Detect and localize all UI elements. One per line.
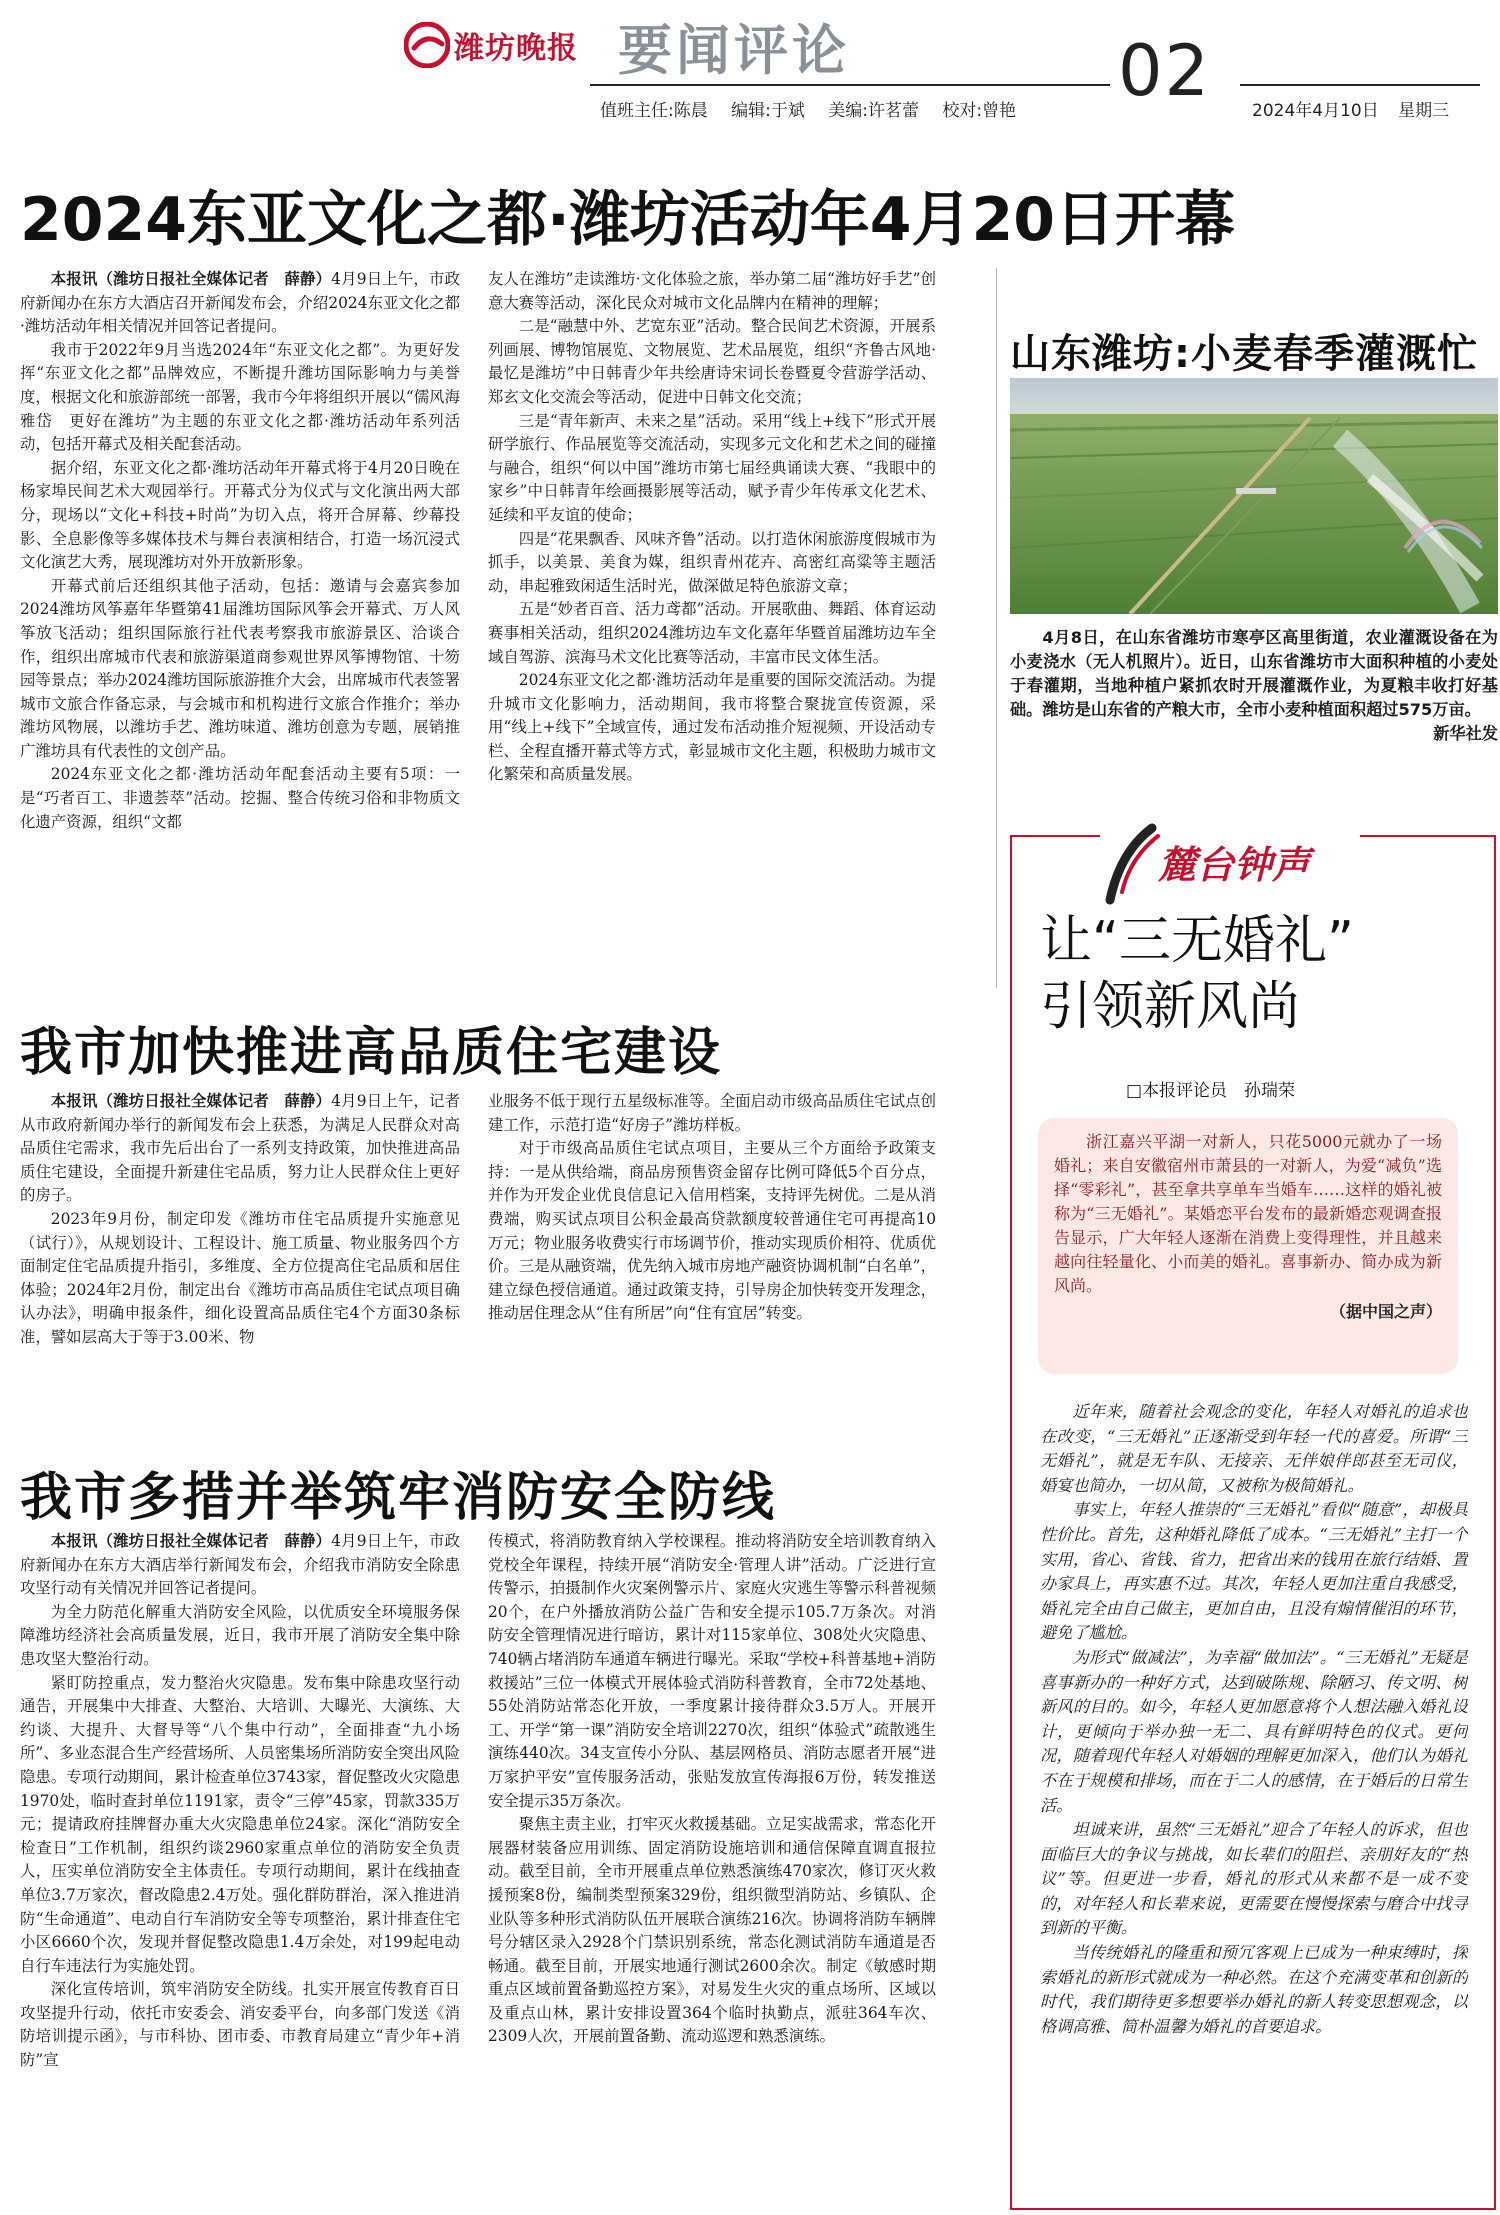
article1-column1 xyxy=(20,268,460,980)
section-title: 要闻评论 xyxy=(618,19,850,82)
commentary-quote-box xyxy=(1038,1118,1458,1374)
article2-headline: 我市加快推进高品质住宅建设 xyxy=(20,1023,723,1083)
article3-column1 xyxy=(20,1530,460,2210)
credit-duty-chief: 值班主任:陈晨 xyxy=(600,101,708,121)
credit-editor: 编辑:于斌 xyxy=(731,101,805,121)
article3-column2 xyxy=(488,1530,936,2210)
article1-lead: 本报讯（潍坊日报社全媒体记者 薛静）4月9日上午，市政府新闻办在东方大酒店召开新闻发布会，介绍2024东亚文化之都·潍坊活动年相关情况并回答记者提问。 xyxy=(20,270,460,336)
article1-paragraph: 2024东亚文化之都·潍坊活动年配套活动主要有5项：一是“巧者百工、非遗荟萃”活动。挖掘、整合传统习俗和非物质文化遗产资源，组织“文都 xyxy=(20,765,460,831)
photo-caption xyxy=(1010,626,1498,746)
article2-lead: 本报讯（潍坊日报社全媒体记者 薛静）4月9日上午，记者从市政府新闻办举行的新闻发布会上获悉，为满足人民群众对高品质住宅需求，我市先后出台了一系列支持政策，加快推进高品质住宅建设，全面提升新建住宅品质，努力让人民群众住上更好的房子。 xyxy=(20,1092,460,1205)
masthead xyxy=(0,0,1500,170)
article2-paragraph: 对于市级高品质住宅试点项目，主要从三个方面给予政策支持：一是从供给端，商品房预售资金留存比例可降低5个百分点，并作为开发企业优良信息记入信用档案，支持评先树优。二是从消费端，购买试点项目公积金最高贷款额度较普通住宅可再提高10万元；物业服务收费实行市场调节价，推动实现质价相符、优质优价。三是从融资端，优先纳入城市房地产融资协调机制“白名单”，建立绿色授信通道。通过政策支持，引导房企加快转变开发理念，推动居住理念从“住有所居”向“住有宜居”转变。 xyxy=(488,1139,936,1323)
article1-column2 xyxy=(488,268,936,980)
article1-paragraph: 我市于2022年9月当选2024年“东亚文化之都”。为更好发挥“东亚文化之都”品牌效应，不断提升潍坊国际影响力与美誉度，根据文化和旅游部统一部署，我市今年将组织开展以“儒风海雅岱 更好在潍坊”为主题的东亚文化之都·潍坊活动年系列活动，包括开幕式及相关配套活动。 xyxy=(20,340,460,454)
wheat-irrigation-photo xyxy=(1010,378,1498,614)
masthead-rule xyxy=(590,84,1110,86)
commentary-title-line1: 让“三无婚礼” xyxy=(1040,911,1354,971)
commentary-quote: 浙江嘉兴平湖一对新人，只花5000元就办了一场婚礼；来自安徽宿州市萧县的一对新人，为爱“减负”选择“零彩礼”，甚至拿共享单车当婚车……这样的婚礼被称为“三无婚礼”。某婚恋平台发布的最新婚恋观调查报告显示，广大年轻人逐渐在消费上变得理性，并且越来越向往轻量化、小而美的婚礼。喜事新办、简办成为新风尚。 xyxy=(1054,1132,1442,1295)
article1-paragraph: 五是“妙者百音、活力鸢都”活动。开展歌曲、舞蹈、体育运动赛事相关活动，组织2024潍坊边车文化嘉年华暨首届潍坊边车全域自驾游、滨海马术文化比赛等活动，丰富市民文体生活。 xyxy=(488,600,936,666)
commentary-paragraph: 为形式“做减法”，为幸福“做加法”。“三无婚礼”无疑是喜事新办的一种好方式，达到破陈规、除陋习、传文明、树新风的目的。如今，年轻人更加愿意将个人想法融入婚礼设计，更倾向于举办独一无二、具有鲜明特色的仪式。更何况，随着现代年轻人对婚姻的理解更加深入，他们认为婚礼不在于规模和排场，而在于二人的感情，在于婚后的日常生活。 xyxy=(1040,1647,1468,1815)
article1-headline: 2024东亚文化之都·潍坊活动年4月20日开幕 xyxy=(20,185,1236,255)
commentary-paragraph: 近年来，随着社会观念的变化，年轻人对婚礼的追求也在改变，“三无婚礼”正逐渐受到年轻一代的喜爱。所谓“三无婚礼”，就是无车队、无接亲、无伴娘伴郎甚至无司仪，婚宴也简办，一切从简，又被称为极简婚礼。 xyxy=(1040,1402,1468,1495)
issue-weekday: 星期三 xyxy=(1398,101,1450,121)
article2-column1 xyxy=(20,1090,460,1435)
article1-paragraph: 二是“融慧中外、艺宽东亚”活动。整合民间艺术资源，开展系列画展、博物馆展览、文物展览、艺术品展览，组织“齐鲁古风地·最忆是潍坊”中日韩青少年共绘唐诗宋词长卷暨夏令营游学活动、郑玄文化交流会等活动，促进中日韩文化交流； xyxy=(488,317,936,406)
article2-column2 xyxy=(488,1090,936,1435)
article1-paragraph: 据介绍，东亚文化之都·潍坊活动年开幕式将于4月20日晚在杨家埠民间艺术大观园举行。开幕式分为仪式与文化演出两大部分，现场以“文化+科技+时尚”为切入点，将开合屏幕、纱幕投影、全息影像等多媒体技术与舞台表演相结合，打造一场沉浸式文化演艺大秀，展现潍坊对外开放新形象。 xyxy=(20,458,460,572)
article1-byline: 本报讯（潍坊日报社全媒体记者 薛静） xyxy=(50,270,332,288)
commentary-title-line2: 引领新风尚 xyxy=(1040,977,1301,1037)
commentary-paragraph: 事实上，年轻人推崇的“三无婚礼”看似“随意”，却极具性价比。首先，这种婚礼降低了成本。“三无婚礼”主打一个实用，省心、省钱、省力，把省出来的钱用在旅行结婚、置办家具上，再实惠不过。其次，年轻人更加注重自我感受，婚礼完全由自己做主，更加自由，且没有煽情催泪的环节，避免了尴尬。 xyxy=(1040,1500,1468,1643)
newspaper-logo xyxy=(404,22,578,68)
credit-art-editor: 美编:许茗蕾 xyxy=(828,101,920,121)
photo-caption-text: 4月8日，在山东省潍坊市寒亭区高里街道，农业灌溉设备在为小麦浇水（无人机照片）。近日，山东省潍坊市大面积种植的小麦处于春灌期，当地种植户紧抓农时开展灌溉作业，为夏粮丰收打好基础。潍坊是山东省的产粮大市，全市小麦种植面积超过575万亩。 xyxy=(1010,628,1498,719)
credit-proofreader: 校对:曾艳 xyxy=(942,101,1017,121)
commentary-title xyxy=(1040,908,1354,1040)
column-name: 麓台钟声 xyxy=(1158,843,1311,887)
article3-lead: 本报讯（潍坊日报社全媒体记者 薛静）4月9日上午，市政府新闻办在东方大酒店举行新闻发布会，介绍我市消防安全除患攻坚行动有关情况并回答记者提问。 xyxy=(20,1532,460,1598)
commentary-paragraph: 坦诚来讲，虽然“三无婚礼”迎合了年轻人的诉求，但也面临巨大的争议与挑战，如长辈们的阻拦、亲朋好友的“热议”等。但更进一步看，婚礼的形式从来都不是一成不变的，对年轻人和长辈来说，更需要在慢慢探索与磨合中找寻到新的平衡。 xyxy=(1040,1820,1468,1938)
commentary-body xyxy=(1040,1400,1468,2200)
article1-paragraph: 2024东亚文化之都·潍坊活动年是重要的国际交流活动。为提升城市文化影响力，活动期间，我市将整合聚拢宣传资源，采用“线上+线下”全域宣传，通过发布活动推介短视频、开设活动专栏、全程直播开幕式等方式，彰显城市文化主题，积极助力城市文化繁荣和高质量发展。 xyxy=(488,671,936,784)
article1-paragraph: 友人在潍坊”走读潍坊·文化体验之旅，举办第二届“潍坊好手艺”创意大赛等活动，深化民众对城市文化品牌内在精神的理解； xyxy=(488,270,936,312)
masthead-rule-right xyxy=(1240,84,1480,86)
article2-paragraph: 业服务不低于现行五星级标准等。全面启动市级高品质住宅试点创建工作，示范打造“好房子”潍坊样板。 xyxy=(488,1092,936,1134)
article1-paragraph: 四是“花果飘香、风味齐鲁”活动。以打造休闲旅游度假城市为抓手，以美景、美食为媒，组织青州花卉、高密红高粱等主题活动，串起雅致闲适生活时光，做深做足特色旅游文章； xyxy=(488,529,936,595)
article3-paragraph: 为全力防范化解重大消防安全风险，以优质安全环境服务保障潍坊经济社会高质量发展，近日，我市开展了消防安全集中除患攻坚大整治行动。 xyxy=(20,1602,460,1668)
article3-paragraph: 传模式，将消防教育纳入学校课程。推动将消防安全培训教育纳入党校全年课程，持续开展“消防安全·管理人讲”活动。广泛进行宣传警示，拍摄制作火灾案例警示片、家庭火灾逃生等警示科普视频20个，在户外播放消防公益广告和安全提示105.7万条次。对消防安全管理情况进行暗访，累计对115家单位、308处火灾隐患、740辆占堵消防车通道车辆进行曝光。采取“学校+科普基地+消防救援站”三位一体模式开展体验式消防科普教育，全市72处基地、55处消防站常态化开放，一季度累计接待群众3.5万人。开展开工、开学“第一课”消防安全培训2270次，组织“体验式”疏散逃生演练440次。34支宣传小分队、基层网格员、消防志愿者开展“进万家护平安”宣传服务活动，张贴发放宣传海报6万份，转发推送安全提示35万条次。 xyxy=(488,1532,936,1810)
article1-paragraph: 三是“青年新声、未来之星”活动。采用“线上+线下”形式开展研学旅行、作品展览等交流活动，实现多元文化和艺术之间的碰撞与融合，组织“何以中国”潍坊市第七届经典诵读大赛、“我眼中的家乡”中日韩青年绘画摄影展等活动，赋予青少年传承文化艺术、延续和平友谊的使命； xyxy=(488,411,936,524)
article2-byline: 本报讯（潍坊日报社全媒体记者 薛静） xyxy=(50,1092,332,1110)
article2-paragraph: 2023年9月份，制定印发《潍坊市住宅品质提升实施意见（试行）》，从规划设计、工程设计、施工质量、物业服务四个方面制定住宅品质提升指引，多维度、全方位提高住宅品质和居住体验；2024年2月份，制定出台《潍坊市高品质住宅试点项目确认办法》，明确申报条件，细化设置高品质住宅4个方面30条标准，譬如层高大于等于3.00米、物 xyxy=(20,1209,460,1346)
quote-source: （据中国之声） xyxy=(1329,1302,1442,1321)
commentary-author: □本报评论员 孙瑞荣 xyxy=(1126,1081,1296,1101)
page-number: 02 xyxy=(1118,30,1212,112)
article3-paragraph: 紧盯防控重点，发力整治火灾隐患。发布集中除患攻坚行动通告，开展集中大排查、大整治、大培训、大曝光、大演练、大约谈、大提升、大督导等“八个集中行动”，全面排查“九小场所”、多业态混合生产经营场所、人员密集场所消防安全突出风险隐患。专项行动期间，累计检查单位3743家，督促整改火灾隐患1970处，临时查封单位1191家，责令“三停”45家，罚款335万元；提请政府挂牌督办重大火灾隐患单位24家。深化“消防安全检查日”工作机制，组织约谈2960家重点单位的消防安全负责人，压实单位消防安全主体责任。专项行动期间，累计在线抽查单位3.7万家次，督改隐患2.4万处。强化群防群治，深入推进消防“生命通道”、电动自行车消防安全等专项整治，累计排查住宅小区6660个次，发现并督促整改隐患1.4万余处，对199起电动自行车违法行为实施处罚。 xyxy=(20,1673,460,1975)
commentary-paragraph: 当传统婚礼的隆重和预冗客观上已成为一种束缚时，探索婚礼的新形式就成为一种必然。在这个充满变革和创新的时代，我们期待更多想要举办婚礼的新人转变思想观念，以格调高雅、简朴温馨为婚礼的首要追求。 xyxy=(1040,1943,1468,2036)
article3-byline: 本报讯（潍坊日报社全媒体记者 薛静） xyxy=(50,1532,332,1550)
editor-credits xyxy=(600,96,1034,121)
logo-swoosh-icon xyxy=(404,22,450,68)
column-tag xyxy=(1100,820,1360,910)
photo-credit: 新华社发 xyxy=(1433,724,1498,743)
article3-headline: 我市多措并举筑牢消防安全防线 xyxy=(20,1468,777,1528)
dateline xyxy=(1252,96,1463,121)
column-divider xyxy=(996,268,997,988)
newspaper-name: 潍坊晚报 xyxy=(454,31,578,66)
article1-paragraph: 开幕式前后还组织其他子活动，包括：邀请与会嘉宾参加2024潍坊风筝嘉年华暨第41届潍坊国际风筝会开幕式、万人风筝放飞活动；组织国际旅行社代表考察我市旅游景区、洽谈合作，组织出席城市代表和旅游渠道商参观世界风筝博物馆、十笏园等景点；举办2024潍坊国际旅游推介大会，出席城市代表签署城市文旅合作备忘录，与会城市和机构进行文旅合作推介；举办潍坊风物展，以潍坊手艺、潍坊味道、潍坊创意为专题，展销推广潍坊具有代表性的文创产品。 xyxy=(20,576,460,760)
article3-paragraph: 深化宣传培训，筑牢消防安全防线。扎实开展宣传教育百日攻坚提升行动，依托市安委会、消安委平台，向多部门发送《消防培训提示函》，与市科协、团市委、市教育局建立“青少年+消防”宣 xyxy=(20,1980,460,2070)
article3-paragraph: 聚焦主责主业，打牢灭火救援基础。立足实战需求，常态化开展器材装备应用训练、固定消防设施培训和通信保障直调直报拉动。截至目前，全市开展重点单位熟悉演练470家次，修订灭火救援预案8份，编制类型预案329份，组织微型消防站、乡镇队、企业队等多种形式消防队伍开展联合演练216次。协调将消防车辆牌号分辖区录入2928个门禁识别系统，常态化测试消防车通道是否畅通。截至目前，开展实地通行测试2600余次。制定《敏感时期重点区域前置备勤巡控方案》，对易发生火灾的重点场所、区域以及重点山林，累计安排设置364个临时执勤点，派驻364车次、2309人次，开展前置备勤、流动巡逻和熟悉演练。 xyxy=(488,1815,936,2046)
issue-date: 2024年4月10日 xyxy=(1252,101,1379,121)
photo-story-title: 山东潍坊:小麦春季灌溉忙 xyxy=(1010,331,1478,377)
